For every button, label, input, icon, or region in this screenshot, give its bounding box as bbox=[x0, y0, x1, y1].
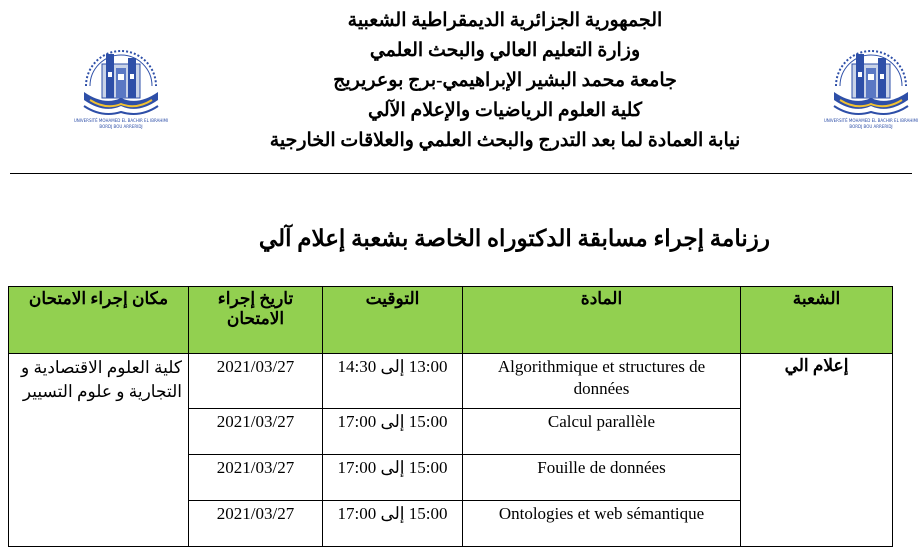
svg-text:BORDJ BOU ARRERIDJ: BORDJ BOU ARRERIDJ bbox=[849, 124, 893, 129]
header-republic: الجمهورية الجزائرية الديمقراطية الشعبية bbox=[347, 10, 663, 31]
university-logo-right bbox=[823, 42, 919, 132]
subject-cell: Fouille de données bbox=[463, 455, 741, 501]
document-title: رزنامة إجراء مسابقة الدكتوراه الخاصة بشعبة إعلام آلي bbox=[258, 226, 770, 251]
time-cell: 13:00 إلى 14:30 bbox=[323, 354, 463, 409]
table-header-row bbox=[9, 287, 893, 354]
svg-text:BORDJ BOU ARRERIDJ: BORDJ BOU ARRERIDJ bbox=[99, 124, 143, 129]
header-university: جامعة محمد البشير الإبراهيمي-برج بوعريريج bbox=[333, 70, 677, 91]
header-subject: المادة bbox=[463, 287, 741, 354]
header-date: تاريخ إجراء الامتحان bbox=[189, 287, 323, 354]
field-cell: إعلام الي bbox=[741, 354, 893, 547]
subject-cell: Ontologies et web sémantique bbox=[463, 501, 741, 547]
header-ministry: وزارة التعليم العالي والبحث العلمي bbox=[369, 40, 641, 61]
time-cell: 15:00 إلى 17:00 bbox=[323, 455, 463, 501]
date-cell: 2021/03/27 bbox=[189, 455, 323, 501]
header-time: التوقيت bbox=[323, 287, 463, 354]
header-deanery: نيابة العمادة لما بعد التدرج والبحث العلمي والعلاقات الخارجية bbox=[269, 130, 741, 151]
subject-cell: Calcul parallèle bbox=[463, 409, 741, 455]
date-cell: 2021/03/27 bbox=[189, 501, 323, 547]
header-field: الشعبة bbox=[741, 287, 893, 354]
svg-text:UNIVERSITÉ MOHAMED EL BACHIR E: UNIVERSITÉ MOHAMED EL BACHIR EL IBRAHIMI bbox=[73, 118, 169, 123]
date-cell: 2021/03/27 bbox=[189, 409, 323, 455]
university-logo-left bbox=[73, 42, 169, 132]
exam-schedule-table bbox=[8, 286, 893, 547]
header-place: مكان إجراء الامتحان bbox=[9, 287, 189, 354]
table-row bbox=[9, 354, 893, 409]
place-cell: كلية العلوم الاقتصادية و التجارية و علوم التسيير bbox=[9, 354, 189, 547]
time-cell: 15:00 إلى 17:00 bbox=[323, 409, 463, 455]
header-faculty: كلية العلوم الرياضيات والإعلام الآلي bbox=[368, 100, 642, 121]
svg-text:UNIVERSITÉ MOHAMED EL BACHIR E: UNIVERSITÉ MOHAMED EL BACHIR EL IBRAHIMI bbox=[823, 118, 919, 123]
header-divider bbox=[10, 173, 912, 174]
subject-cell: Algorithmique et structures de données bbox=[463, 354, 741, 409]
time-cell: 15:00 إلى 17:00 bbox=[323, 501, 463, 547]
date-cell: 2021/03/27 bbox=[189, 354, 323, 409]
institution-header bbox=[180, 6, 830, 156]
